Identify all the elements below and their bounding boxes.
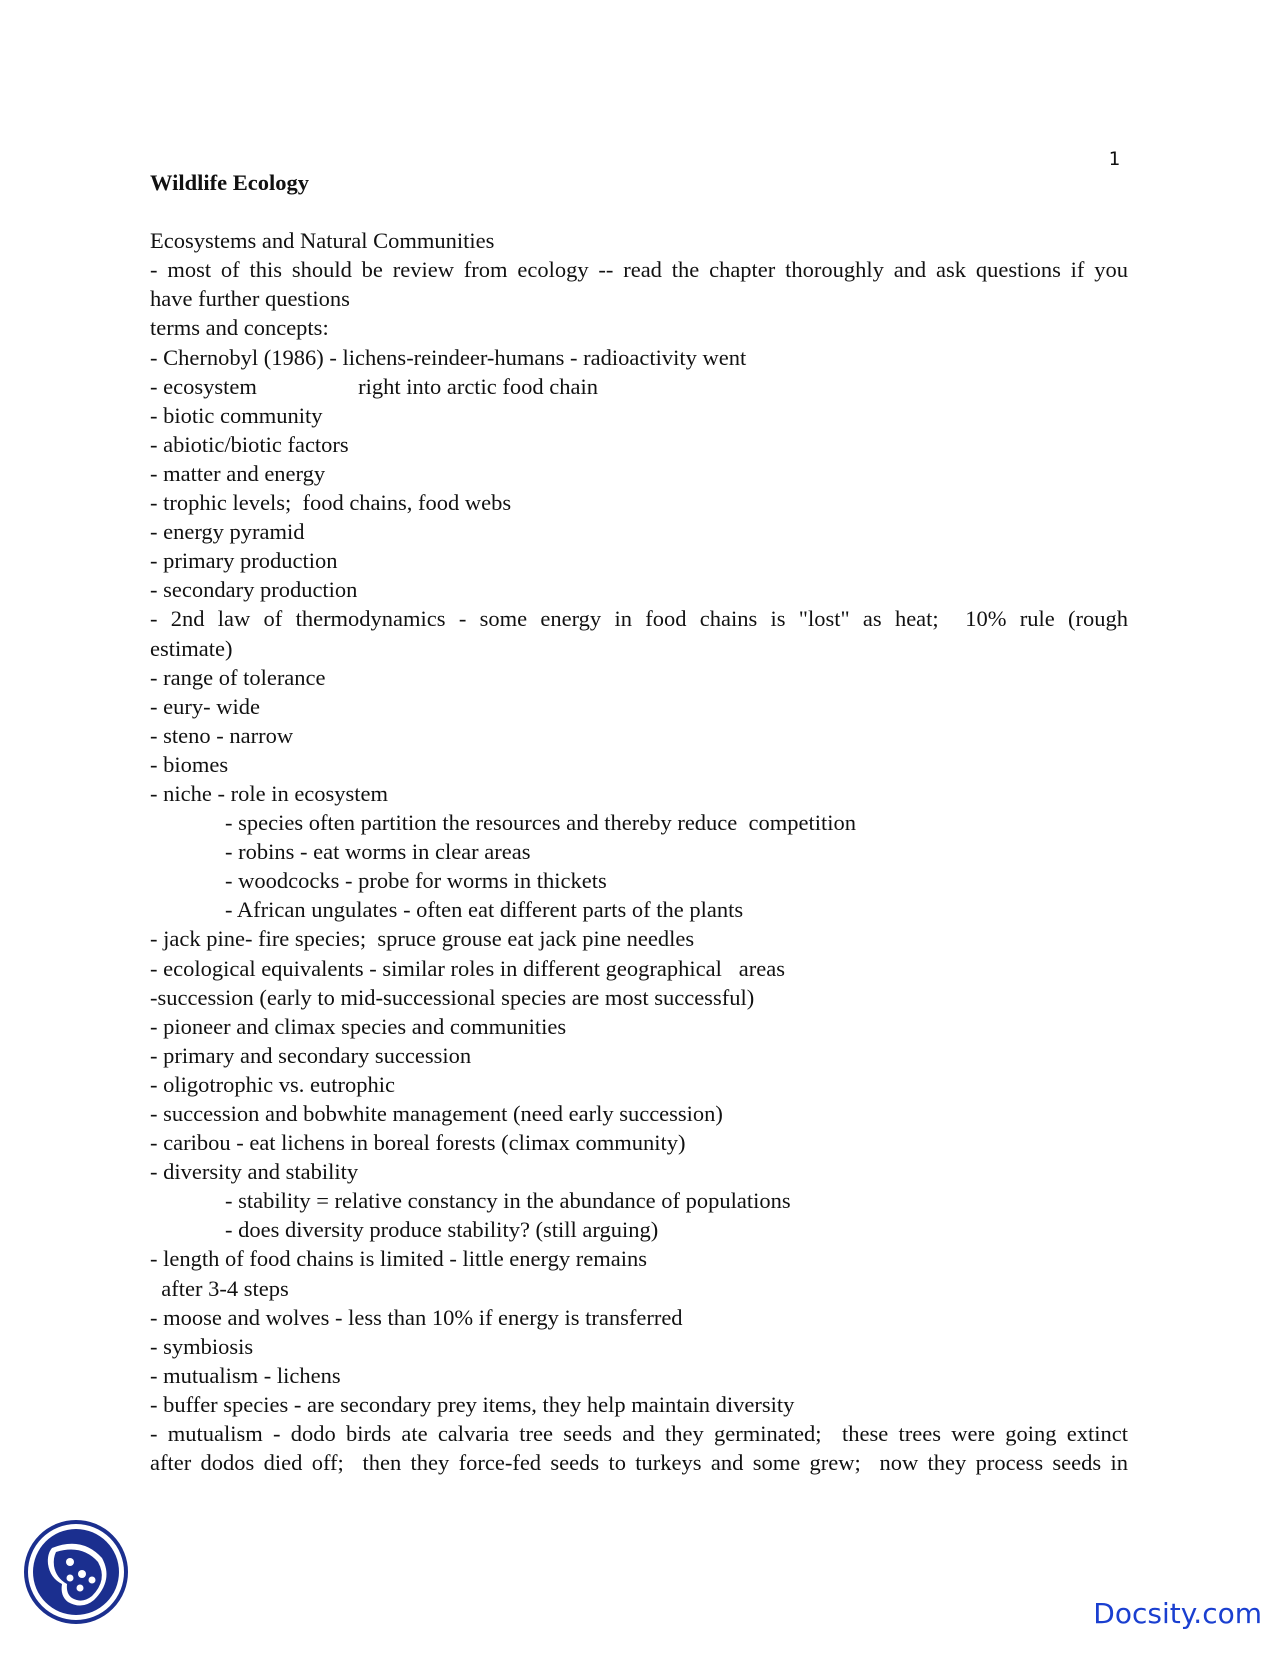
- note-line: - pioneer and climax species and communities: [150, 1013, 567, 1039]
- note-line: have further questions: [150, 286, 350, 312]
- note-line: - 2nd law of thermodynamics - some energy in food chains is "lost" as heat; 10% rule (rough: [150, 606, 1128, 632]
- note-line: - niche - role in ecosystem: [150, 780, 389, 806]
- note-line: - oligotrophic vs. eutrophic: [150, 1071, 395, 1097]
- note-line: - mutualism - lichens: [150, 1362, 341, 1388]
- document-body: [150, 168, 1128, 1477]
- note-line: after dodos died off; then they force-fed seeds to turkeys and some grew; now they process seeds in: [150, 1450, 1128, 1476]
- note-line: - caribou - eat lichens in boreal forests (climax community): [150, 1130, 686, 1156]
- note-line: -succession (early to mid-successional species are most successful): [150, 984, 755, 1010]
- note-line: - biomes: [150, 751, 229, 777]
- note-line: - ecosystem right into arctic food chain: [150, 373, 599, 399]
- note-line: - robins - eat worms in clear areas: [225, 839, 531, 865]
- note-line: - biotic community: [150, 402, 323, 428]
- note-line: - buffer species - are secondary prey items, they help maintain diversity: [150, 1391, 795, 1417]
- note-line: - jack pine- fire species; spruce grouse eat jack pine needles: [150, 926, 695, 952]
- note-line: - symbiosis: [150, 1333, 254, 1359]
- note-line: - range of tolerance: [150, 664, 326, 690]
- docsity-brand-link[interactable]: Docsity.com: [1093, 1597, 1262, 1630]
- note-line: - stability = relative constancy in the abundance of populations: [225, 1188, 791, 1214]
- note-line: - eury- wide: [150, 693, 260, 719]
- note-line: - African ungulates - often eat different parts of the plants: [225, 897, 744, 923]
- note-line: - secondary production: [150, 577, 358, 603]
- note-line: - Chernobyl (1986) - lichens-reindeer-humans - radioactivity went: [150, 344, 747, 370]
- note-line: - most of this should be review from ecology -- read the chapter thoroughly and ask questions if you: [150, 257, 1128, 283]
- note-line: - trophic levels; food chains, food webs: [150, 490, 512, 516]
- blank-line: [150, 197, 1128, 226]
- note-line: terms and concepts:: [150, 315, 329, 341]
- note-line: - mutualism - dodo birds ate calvaria tree seeds and they germinated; these trees were going extinct: [150, 1421, 1128, 1447]
- note-line: estimate): [150, 635, 233, 661]
- page-number: 1: [1108, 148, 1120, 170]
- note-line: - moose and wolves - less than 10% if energy is transferred: [150, 1304, 683, 1330]
- note-line: - species often partition the resources and thereby reduce competition: [225, 810, 857, 836]
- note-line: - energy pyramid: [150, 519, 305, 545]
- note-line: - matter and energy: [150, 460, 326, 486]
- note-line: - ecological equivalents - similar roles in different geographical areas: [150, 955, 785, 981]
- note-line: - succession and bobwhite management (need early succession): [150, 1101, 723, 1126]
- note-line: Ecosystems and Natural Communities: [150, 228, 495, 254]
- note-line: - does diversity produce stability? (still arguing): [225, 1217, 659, 1243]
- docsity-logo-icon[interactable]: [22, 1518, 130, 1626]
- notes-list: [150, 226, 1128, 1477]
- note-line: - abiotic/biotic factors: [150, 431, 349, 457]
- note-line: - diversity and stability: [150, 1159, 359, 1185]
- note-line: - primary and secondary succession: [150, 1042, 472, 1068]
- note-line: - length of food chains is limited - little energy remains: [150, 1246, 647, 1272]
- note-line: after 3-4 steps: [150, 1275, 289, 1301]
- note-line: - steno - narrow: [150, 722, 294, 748]
- document-title: Wildlife Ecology: [150, 170, 309, 195]
- note-line: - primary production: [150, 548, 338, 574]
- note-line: - woodcocks - probe for worms in thickets: [225, 868, 607, 894]
